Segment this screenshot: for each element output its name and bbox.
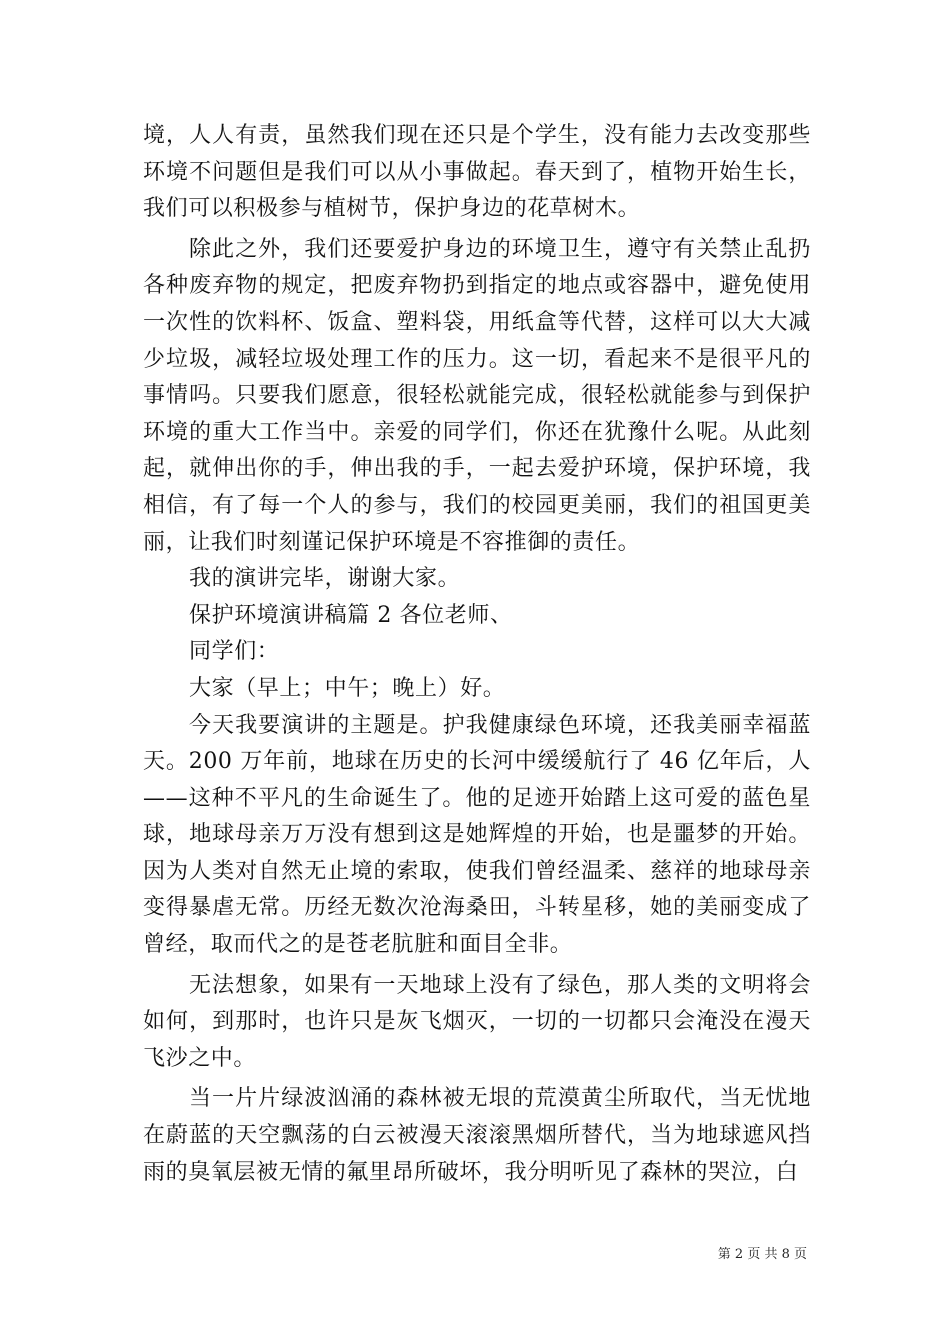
- paragraph-8: 无法想象，如果有一天地球上没有了绿色，那人类的文明将会如何，到那时，也许只是灰飞烟灭，一切的一切都只会淹没在漫天飞沙之中。: [143, 972, 811, 1071]
- paragraph-9: 当一片片绿波汹涌的森林被无垠的荒漠黄尘所取代，当无忧地在蔚蓝的天空飘荡的白云被漫天滚滚黑烟所替代，当为地球遮风挡雨的臭氧层被无情的氟里昂所破坏，我分明听见了森林的哭泣，白: [143, 1086, 811, 1185]
- paragraph-7: 今天我要演讲的主题是。护我健康绿色环境，还我美丽幸福蓝天。200 万年前，地球在历史的长河中缓缓航行了 46 亿年后，人——这种不平凡的生命诞生了。他的足迹开始踏上这可爱的蓝色星球，地球母亲万万没有想到这是她辉煌的开始，也是噩梦的开始。因为人类对自然无止境的索取，使我们曾经温柔、慈祥的地球母亲变得暴虐无常。历经无数次沧海桑田，斗转星移，她的美丽变成了曾经，取而代之的是苍老肮脏和面目全非。: [143, 712, 811, 958]
- document-body: [143, 118, 811, 1191]
- paragraph-4: 保护环境演讲稿篇 2 各位老师、: [189, 602, 513, 628]
- paragraph-5: 同学们：: [189, 639, 280, 665]
- paragraph-6: 大家（早上；中午；晚上）好。: [189, 675, 506, 701]
- paragraph-1: 境，人人有责，虽然我们现在还只是个学生，没有能力去改变那些环境不问题但是我们可以从小事做起。春天到了，植物开始生长，我们可以积极参与植树节，保护身边的花草树木。: [143, 123, 811, 222]
- paragraph-3: 我的演讲完毕，谢谢大家。: [189, 566, 461, 592]
- paragraph-2: 除此之外，我们还要爱护身边的环境卫生，遵守有关禁止乱扔各种废弃物的规定，把废弃物扔到指定的地点或容器中，避免使用一次性的饮料杯、饭盒、塑料袋，用纸盒等代替，这样可以大大减少垃圾，减轻垃圾处理工作的压力。这一切，看起来不是很平凡的事情吗。只要我们愿意，很轻松就能完成，很轻松就能参与到保护环境的重大工作当中。亲爱的同学们，你还在犹豫什么呢。从此刻起，就伸出你的手，伸出我的手，一起去爱护环境，保护环境，我相信，有了每一个人的参与，我们的校园更美丽，我们的祖国更美丽，让我们时刻谨记保护环境是不容推御的责任。: [143, 236, 811, 555]
- page-number-footer: 第 2 页 共 8 页: [717, 1247, 807, 1262]
